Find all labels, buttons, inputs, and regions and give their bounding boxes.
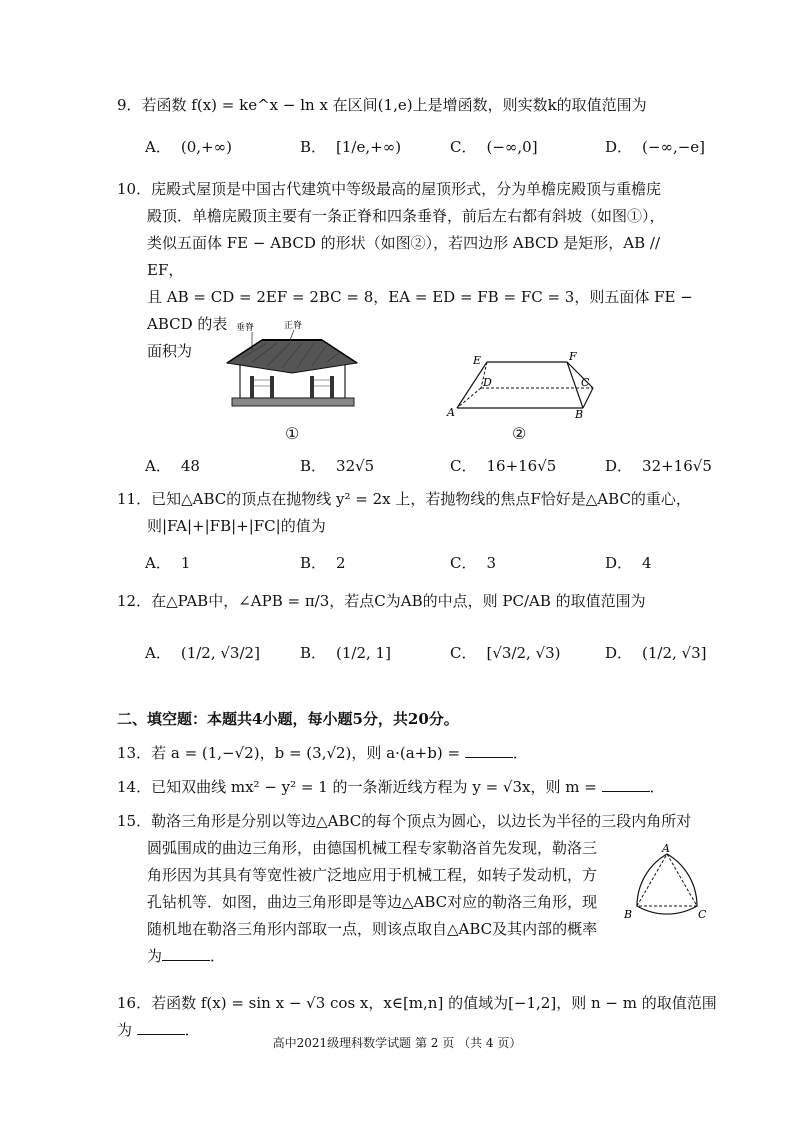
option-a: A． (1/2, √3/2] [145, 644, 260, 662]
option-a: A． 1 [145, 554, 191, 572]
question-15-line-4: 孔钻机等．如图，曲边三角形即是等边△ABC对应的勒洛三角形，现 [147, 893, 598, 911]
question-11 [117, 486, 697, 540]
point-c: C [698, 908, 707, 921]
answer-blank[interactable] [465, 743, 513, 758]
question-10-line-4: 且 AB = CD = 2EF = 2BC = 8，EA = ED = FB = FC = 3，则五面体 FE − ABCD 的表 [147, 288, 693, 333]
point-e: E [473, 354, 482, 367]
option-b: B． 32√5 [300, 457, 375, 475]
question-13-text: 13．若 a = (1,−√2)，b = (3,√2)，则 a·(a+b) = [117, 744, 461, 762]
question-15-line-2: 圆弧围成的曲边三角形，由德国机械工程专家勒洛首先发现，勒洛三 [147, 839, 598, 857]
point-f: F [569, 350, 577, 363]
question-16: 16．若函数 f(x) = sin x − √3 cos x，x∈[m,n] 的值域为[−1,2]，则 n − m 的取值范围为 ． [117, 994, 717, 1039]
question-11-line-1: 11．已知△ABC的顶点在抛物线 y² = 2x 上，若抛物线的焦点F恰好是△ABC的重心， [117, 490, 691, 508]
question-11-options [145, 552, 705, 580]
question-10-line-3: 类似五面体 FE − ABCD 的形状（如图②），若四边形 ABCD 是矩形，AB // EF， [147, 234, 661, 279]
question-9 [117, 92, 697, 119]
reuleaux-triangle-diagram [622, 842, 712, 924]
point-b: B [575, 408, 584, 420]
point-a: A [662, 842, 670, 855]
question-14: 14．已知双曲线 mx² − y² = 1 的一条渐近线方程为 y = √3x，则 m = ． [117, 778, 665, 796]
label-zhengji: 正脊 [284, 321, 303, 331]
question-9-text: 9．若函数 f(x) = ke^x − ln x 在区间(1,e)上是增函数，则实数k的取值范围为 [117, 96, 647, 114]
question-12-text: 12．在△PAB中，∠APB = π/3，若点C为AB的中点，则 PC/AB 的取值范围为 [117, 592, 646, 610]
option-c: C． (−∞,0] [450, 138, 538, 156]
question-10-line-1: 10．庑殿式屋顶是中国古代建筑中等级最高的屋顶形式，分为单檐庑殿顶与重檐庑 [117, 180, 662, 198]
page-footer: 高中2021级理科数学试题 第 2 页 （共 4 页） [272, 1036, 522, 1050]
answer-blank[interactable] [162, 946, 210, 961]
pentahedron-diagram [445, 350, 595, 420]
question-15-line-1: 15．勒洛三角形是分别以等边△ABC的每个顶点为圆心，以边长为半径的三段内角所对 [117, 812, 692, 830]
question-16-text: 16．若函数 f(x) = sin x − √3 cos x，x∈[m,n] 的值域为[−1,2]，则 n − m 的取值范围为 [117, 994, 717, 1039]
option-d: D． (1/2, √3] [605, 644, 707, 662]
option-d: D． 32+16√5 [605, 457, 712, 475]
point-a: A [447, 406, 455, 419]
question-12 [117, 588, 697, 615]
question-9-options [145, 136, 705, 164]
question-14-text: 14．已知双曲线 mx² − y² = 1 的一条渐近线方程为 y = √3x，则 m = [117, 778, 597, 796]
option-c: C． [√3/2, √3) [450, 644, 561, 662]
question-15-line-3: 角形因为其具有等宽性被广泛地应用于机械工程，如转子发动机，方 [147, 866, 598, 884]
answer-blank[interactable] [602, 777, 650, 792]
option-b: B． 2 [300, 554, 346, 572]
option-b: B． (1/2, 1] [300, 644, 391, 662]
figure-2-caption: ② [512, 424, 527, 443]
question-15-line-5: 随机地在勒洛三角形内部取一点，则该点取自△ABC及其内部的概率 [147, 920, 598, 938]
question-12-options [145, 642, 705, 670]
question-10-line-5: 面积为 [147, 342, 193, 360]
point-c: C [581, 376, 590, 389]
question-11-line-2: 则|FA|+|FB|+|FC|的值为 [147, 517, 326, 535]
option-a: A． (0,+∞) [145, 138, 232, 156]
roof-illustration [222, 318, 362, 410]
question-10-options [145, 455, 712, 483]
point-b: B [624, 908, 633, 921]
section-heading: 二、填空题：本题共4小题，每小题5分，共20分。 [117, 710, 459, 728]
question-15-line-6: 为 ． [147, 947, 226, 965]
option-d: D． (−∞,−e] [605, 138, 706, 156]
label-chuiji: 垂脊 [236, 323, 255, 333]
question-10-line-2: 殿顶．单檐庑殿顶主要有一条正脊和四条垂脊，前后左右都有斜坡（如图①）， [147, 207, 665, 225]
option-d: D． 4 [605, 554, 652, 572]
answer-blank[interactable] [137, 1020, 185, 1035]
point-d: D [483, 376, 492, 389]
option-c: C． 16+16√5 [450, 457, 557, 475]
option-c: C． 3 [450, 554, 497, 572]
option-a: A． 48 [145, 457, 200, 475]
figure-1-caption: ① [285, 424, 300, 443]
question-13: 13．若 a = (1,−√2)，b = (3,√2)，则 a·(a+b) = ． [117, 744, 528, 762]
question-10 [117, 176, 697, 365]
question-15 [117, 808, 697, 970]
option-b: B． [1/e,+∞) [300, 138, 402, 156]
